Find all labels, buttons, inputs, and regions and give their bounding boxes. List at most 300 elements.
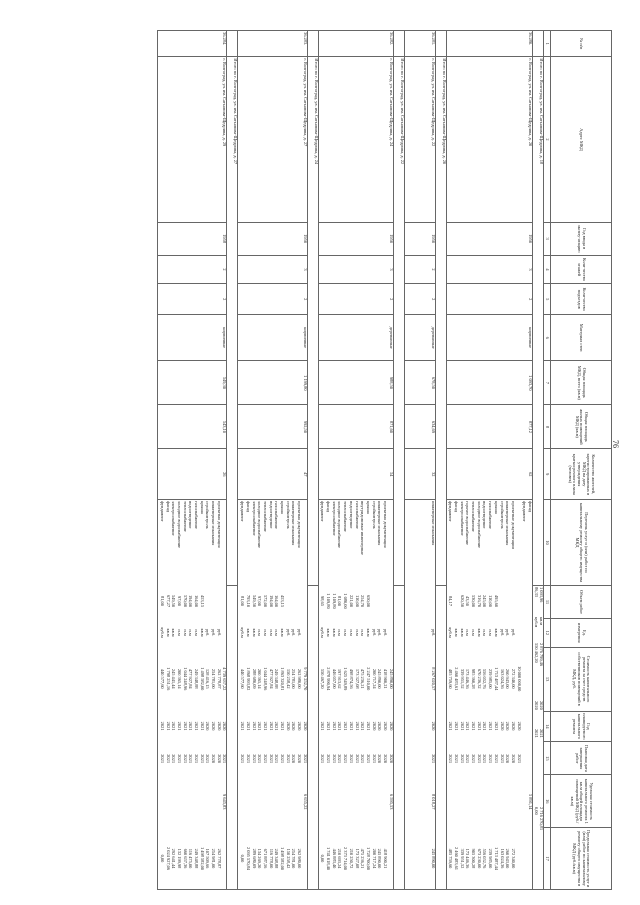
work-cell: теплоснабжение bbox=[262, 501, 268, 532]
work-row bbox=[370, 500, 376, 889]
building-living: 543,10 bbox=[158, 405, 227, 449]
work-cell bbox=[278, 775, 284, 828]
work-row bbox=[158, 500, 164, 889]
work-row bbox=[215, 500, 221, 889]
work-cell bbox=[526, 584, 532, 618]
work-cell: инженерные изыскания bbox=[291, 501, 297, 546]
total-value: 2020 bbox=[539, 700, 544, 710]
work-cell: 453,15 bbox=[199, 594, 205, 608]
column-number: 4 bbox=[544, 255, 551, 284]
work-cell: кв.м bbox=[280, 628, 285, 637]
work-cell: руб. bbox=[430, 628, 436, 637]
work-cell: 8 267 020,57 bbox=[430, 667, 436, 691]
work-cell: 2021 bbox=[320, 721, 326, 731]
work-cell bbox=[164, 775, 170, 828]
building-row bbox=[446, 31, 532, 890]
work-cell bbox=[319, 775, 325, 828]
work-cell: 128 416,15 bbox=[205, 668, 211, 689]
work-cell bbox=[209, 584, 215, 618]
column-number: 3 bbox=[544, 222, 551, 255]
work-row bbox=[187, 500, 193, 889]
column-number: 10 bbox=[544, 500, 551, 586]
building-year: 1950 bbox=[238, 222, 307, 255]
work-cell bbox=[295, 584, 301, 618]
total-value: кв.м bbox=[539, 616, 544, 626]
work-cell: 2021 bbox=[348, 721, 354, 731]
work-cell: 2021 bbox=[499, 754, 505, 764]
work-cell: 2 460 483,61 bbox=[454, 667, 460, 691]
works-cell bbox=[446, 500, 532, 890]
work-cell: 260 943,00 bbox=[505, 668, 511, 689]
work-cell: 262 778,87 bbox=[216, 848, 222, 869]
work-cell: 197 913,62 bbox=[337, 668, 343, 689]
work-cell bbox=[192, 775, 198, 828]
work-cell: 985 360,28 bbox=[471, 668, 477, 689]
work-cell: 2 460 483,61 bbox=[454, 846, 460, 871]
work-cell bbox=[261, 775, 267, 828]
work-cell: 793,10 bbox=[245, 594, 251, 608]
work-cell: 2021 bbox=[331, 721, 337, 731]
work-row bbox=[290, 500, 296, 889]
work-cell: 81,00 bbox=[337, 596, 343, 606]
work-cell: 2021 bbox=[274, 721, 280, 731]
building-living: 877,12 bbox=[446, 405, 532, 449]
work-cell: 477 927,84 bbox=[268, 668, 274, 689]
total-empty bbox=[435, 31, 446, 57]
work-row bbox=[504, 500, 510, 889]
works-table bbox=[429, 500, 435, 889]
work-row bbox=[526, 500, 532, 889]
work-cell: фасад bbox=[245, 501, 251, 513]
work-cell: фасад bbox=[528, 501, 533, 513]
work-cell: 1 863 320,81 bbox=[280, 667, 285, 691]
work-cell: 116 778,00 bbox=[268, 848, 274, 869]
column-header: Общая площадь жилых помещений МКД (кв.м) bbox=[551, 405, 612, 449]
work-cell bbox=[376, 584, 382, 618]
work-cell: 2021 bbox=[365, 754, 371, 764]
row-number: 36.281. bbox=[404, 31, 435, 57]
work-cell: теплоснабжение bbox=[182, 501, 188, 532]
work-cell: 2020 bbox=[505, 721, 511, 731]
total-value: 0,00 bbox=[534, 806, 540, 815]
work-cell: 1 713 487,44 bbox=[493, 846, 499, 871]
work-cell: 485 759,60 bbox=[448, 848, 454, 869]
work-cell: 2021 bbox=[360, 721, 366, 731]
work-cell bbox=[295, 775, 301, 828]
building-area: 988,50 bbox=[318, 361, 393, 405]
work-cell: кв.м bbox=[165, 628, 171, 637]
work-cell: газоснабжение bbox=[488, 501, 494, 529]
work-cell: 272 340,00 bbox=[510, 848, 516, 869]
work-row bbox=[336, 500, 342, 889]
work-cell: крыша bbox=[199, 501, 205, 514]
work-row bbox=[301, 500, 307, 889]
work-cell: 245 890,00 bbox=[430, 848, 436, 869]
work-cell: 210 250,72 bbox=[348, 848, 354, 869]
work-cell bbox=[447, 775, 453, 828]
work-cell: 446 883,40 bbox=[331, 848, 337, 869]
work-cell: 2021 bbox=[488, 754, 494, 764]
work-cell: руб. bbox=[211, 628, 217, 637]
work-cell bbox=[301, 584, 307, 618]
work-cell: 249 348,88 bbox=[194, 668, 200, 689]
work-cell: 316,70 bbox=[476, 594, 482, 608]
work-cell: п.м bbox=[274, 629, 280, 636]
column-header: Удельная стоимость капитального ремонта 1 кв.м общей площади помещений МКД (руб./кв.м) bbox=[551, 775, 612, 828]
work-cell: газоснабжение bbox=[274, 501, 280, 529]
work-cell: 254 781,00 bbox=[211, 668, 217, 689]
work-cell: 671 887,56 bbox=[262, 848, 268, 869]
total-value: 2 716 270,81 bbox=[539, 806, 544, 831]
work-cell: проектная документация bbox=[216, 501, 222, 548]
building-area: 549,30 bbox=[158, 361, 227, 405]
work-cell: 262 778,87 bbox=[216, 668, 222, 689]
work-cell: 173 327,08 bbox=[354, 668, 360, 689]
work-cell: 673 230,00 bbox=[476, 848, 482, 869]
work-cell: 2021 bbox=[337, 754, 343, 764]
total-empty bbox=[227, 31, 238, 57]
work-cell: 2021 bbox=[488, 721, 494, 731]
row-number: 36.283. bbox=[238, 31, 307, 57]
row-number: 36.280. bbox=[446, 31, 532, 57]
work-row bbox=[164, 500, 170, 889]
work-row bbox=[364, 500, 370, 889]
work-cell: 164,00 bbox=[274, 594, 280, 608]
work-cell: 249 348,88 bbox=[274, 668, 280, 689]
work-cell bbox=[267, 775, 273, 828]
work-cell: 150 258,42 bbox=[285, 668, 291, 689]
work-cell: 2021 bbox=[177, 721, 182, 731]
total-label: Итого по г. Волгоград, ул. им. Сатьянова-Щедрина, д. 24 bbox=[307, 57, 318, 586]
work-cell: 2021 bbox=[274, 754, 280, 764]
work-cell bbox=[336, 775, 342, 828]
work-cell: 194,00 bbox=[188, 594, 194, 608]
column-number: 11 bbox=[544, 585, 551, 618]
work-cell: кв.м bbox=[476, 628, 482, 637]
works-cell bbox=[318, 500, 393, 890]
work-cell: 1 868 993,82 bbox=[245, 667, 251, 691]
work-cell: 239 985,00 bbox=[488, 848, 494, 869]
work-cell: 1 498 582,00 bbox=[199, 846, 205, 871]
work-cell: инженерные изыскания bbox=[430, 501, 436, 546]
column-number: 1 bbox=[544, 31, 551, 57]
work-cell: электроснабжение bbox=[171, 501, 177, 536]
building-floors: 3 bbox=[446, 255, 532, 284]
column-header: Предельная стоимость услуг и (или) работ по капитальному ремонту общего имущества в МКД (руб./кв.м) bbox=[551, 828, 612, 890]
work-cell: проектная документация bbox=[297, 501, 303, 548]
work-cell: 2020 bbox=[510, 754, 516, 764]
work-cell: горячее водоснабжение bbox=[465, 501, 471, 545]
total-empty bbox=[393, 31, 404, 57]
work-cell: 2020 bbox=[377, 721, 383, 731]
work-cell: п.м bbox=[257, 629, 263, 636]
building-entrances: 2 bbox=[446, 284, 532, 315]
building-year: 1950 bbox=[404, 222, 435, 255]
work-cell: 2021 bbox=[348, 754, 354, 764]
work-cell: 2020 bbox=[211, 754, 217, 764]
building-address: г. Волгоград, ул. им. Сатьянова-Щедрина, д. 22 bbox=[404, 57, 435, 222]
works-cell bbox=[238, 500, 307, 890]
work-row bbox=[521, 500, 527, 889]
work-cell: руб. bbox=[216, 628, 222, 637]
work-cell bbox=[324, 775, 330, 828]
work-cell: фундамент bbox=[159, 501, 165, 522]
work-cell bbox=[469, 775, 475, 828]
work-cell: 2 373 714,00 bbox=[343, 846, 349, 871]
work-cell: 1 080,00 bbox=[343, 593, 349, 609]
work-cell: 2021 bbox=[493, 721, 499, 731]
work-cell: 2021 bbox=[493, 754, 499, 764]
total-empty bbox=[307, 31, 318, 57]
work-cell: 2021 bbox=[182, 754, 188, 764]
building-address: г. Волгоград, ул. им. Сатьянова-Щедрина, д. 24 bbox=[318, 57, 393, 222]
work-row bbox=[347, 500, 353, 889]
work-cell: 650,00 bbox=[365, 594, 371, 608]
work-cell bbox=[515, 775, 521, 828]
work-cell: п.м bbox=[343, 629, 349, 636]
work-cell: стройконтроль bbox=[285, 501, 291, 529]
building-residents: 62 bbox=[446, 449, 532, 500]
work-cell: 2021 bbox=[285, 754, 291, 764]
work-cell: кв.м bbox=[493, 628, 499, 637]
work-cell: инженерные изыскания bbox=[505, 501, 511, 546]
work-cell bbox=[475, 775, 481, 828]
work-cell: фундамент bbox=[522, 501, 528, 522]
work-cell: 2021 bbox=[302, 754, 308, 764]
work-cell: 245 441,44 bbox=[171, 668, 177, 689]
work-row bbox=[376, 500, 382, 889]
work-cell bbox=[509, 775, 515, 828]
column-number-row bbox=[544, 31, 551, 890]
work-cell: 2021 bbox=[240, 754, 246, 764]
work-cell: 549,50 bbox=[171, 594, 177, 608]
work-cell: 4 739 637,22 bbox=[222, 667, 228, 691]
work-cell: руб. bbox=[505, 628, 511, 637]
work-cell: газоснабжение bbox=[354, 501, 360, 529]
work-cell: 200 365,14 bbox=[257, 668, 263, 689]
work-cell: 2021 bbox=[365, 721, 371, 731]
work-cell bbox=[504, 775, 510, 828]
work-row bbox=[515, 500, 521, 889]
column-header: Год ввода в эксплу-атацию bbox=[551, 222, 612, 255]
work-cell: куб.м bbox=[448, 627, 454, 638]
building-row bbox=[158, 31, 227, 890]
work-row bbox=[387, 500, 393, 889]
column-number: 16 bbox=[544, 775, 551, 828]
column-header: Объем работ bbox=[551, 585, 612, 618]
work-cell: 110,00 bbox=[488, 595, 494, 607]
works-cell bbox=[158, 500, 227, 890]
work-cell bbox=[526, 618, 532, 647]
header-row bbox=[551, 31, 612, 890]
total-values bbox=[227, 585, 238, 889]
work-row bbox=[284, 500, 290, 889]
work-cell: 2021 bbox=[343, 721, 349, 731]
building-residents: 47 bbox=[238, 449, 307, 500]
work-cell: 2020 bbox=[216, 721, 222, 731]
work-cell bbox=[521, 584, 527, 618]
work-cell: 677,27 bbox=[165, 594, 171, 608]
work-cell: 2021 bbox=[430, 754, 436, 764]
work-row bbox=[498, 500, 504, 889]
work-cell bbox=[481, 775, 487, 828]
total-value: 2021 bbox=[539, 728, 544, 738]
work-cell: 221,00 bbox=[348, 594, 354, 608]
work-row bbox=[244, 500, 250, 889]
work-cell: 475 236,21 bbox=[360, 848, 366, 869]
total-values bbox=[393, 585, 404, 889]
work-cell: 2020 bbox=[383, 754, 388, 764]
work-cell: 2020 bbox=[222, 721, 228, 731]
work-cell: стройконтроль bbox=[205, 501, 211, 529]
total-row bbox=[393, 31, 404, 890]
work-cell: 254,70 bbox=[360, 594, 366, 608]
work-row bbox=[261, 500, 267, 889]
work-cell: кв.м bbox=[454, 628, 460, 637]
column-header: Количество жителей, зарегистрированных в МКД на дату утверждения краткосрочного плана (человек) bbox=[551, 449, 612, 500]
building-year: 1950 bbox=[318, 222, 393, 255]
work-cell: 194,00 bbox=[268, 594, 274, 608]
work-cell: 620,50 bbox=[459, 594, 465, 608]
work-cell: 1 625 349,89 bbox=[343, 667, 349, 691]
work-cell: 2021 bbox=[448, 721, 454, 731]
work-row bbox=[429, 500, 435, 889]
work-cell bbox=[273, 775, 279, 828]
building-material: кирпичные bbox=[446, 315, 532, 361]
total-value: 1 093,96 bbox=[539, 586, 544, 603]
work-cell: 498 874,56 bbox=[348, 668, 354, 689]
work-cell: электроснабжение bbox=[331, 501, 337, 536]
column-number: 9 bbox=[544, 449, 551, 500]
work-cell bbox=[387, 584, 393, 618]
work-row bbox=[256, 500, 262, 889]
work-cell: водоотведение bbox=[268, 501, 274, 529]
work-cell: п.м bbox=[337, 629, 343, 636]
total-value: 2020 bbox=[534, 700, 540, 710]
column-header: Общая площадь МКД, всего (кв.м) bbox=[551, 361, 612, 405]
work-cell: 150 258,42 bbox=[285, 848, 291, 869]
column-number: 8 bbox=[544, 405, 551, 449]
work-cell: 339 951,52 bbox=[459, 668, 465, 689]
work-cell: 210 693,24 bbox=[337, 848, 343, 869]
work-cell bbox=[381, 584, 387, 618]
work-cell: 2021 bbox=[320, 754, 326, 764]
work-cell: 2021 bbox=[188, 721, 194, 731]
work-cell: водоотведение bbox=[482, 501, 488, 529]
work-row bbox=[267, 500, 273, 889]
work-cell: 288 680,09 bbox=[251, 668, 257, 689]
work-cell: 660 657,36 bbox=[182, 848, 188, 869]
work-cell: 2021 bbox=[251, 721, 257, 731]
work-row bbox=[342, 500, 348, 889]
work-cell: 418 900,21 bbox=[383, 848, 388, 869]
work-row bbox=[469, 500, 475, 889]
work-cell: 173 446,36 bbox=[465, 668, 471, 689]
work-cell: 2021 bbox=[459, 721, 465, 731]
work-cell: 549,50 bbox=[251, 594, 257, 608]
work-cell: 97,00 bbox=[177, 596, 182, 606]
total-label: Итого по г. Волгоград, ул. им. Сатьянова-Щедрина, д. 20 bbox=[435, 57, 446, 586]
work-row bbox=[381, 500, 387, 889]
work-cell: 2021 bbox=[454, 754, 460, 764]
works-table bbox=[239, 500, 307, 889]
work-cell: п.м bbox=[354, 629, 360, 636]
work-cell: п.м bbox=[182, 629, 188, 636]
column-number: 6 bbox=[544, 315, 551, 361]
work-cell: холодное водоснабжение bbox=[257, 501, 263, 548]
work-cell: 418 900,21 bbox=[383, 668, 388, 689]
work-cell: 2020 bbox=[291, 721, 297, 731]
work-cell: куб.м bbox=[159, 627, 165, 638]
work-row bbox=[209, 500, 215, 889]
work-cell: водоотведение bbox=[348, 501, 354, 529]
specific-cost: 6 655,22 bbox=[302, 794, 308, 810]
work-cell: 2020 bbox=[388, 721, 394, 731]
column-number: 17 bbox=[544, 828, 551, 890]
work-cell bbox=[290, 584, 296, 618]
total-values bbox=[435, 585, 446, 889]
work-cell: 249 348,88 bbox=[274, 848, 280, 869]
building-floors: 3 bbox=[318, 255, 393, 284]
work-cell bbox=[244, 775, 250, 828]
building-year: 1958 bbox=[158, 222, 227, 255]
work-cell: п.м bbox=[177, 629, 182, 636]
work-cell bbox=[429, 584, 435, 618]
work-cell: 1 713 487,44 bbox=[493, 667, 499, 691]
column-header: Год планируемого капитального ремонта bbox=[551, 711, 612, 742]
work-cell: 81,00 bbox=[240, 596, 246, 606]
work-cell bbox=[504, 584, 510, 618]
repair-plan-table bbox=[157, 30, 612, 890]
work-cell: 2021 bbox=[331, 754, 337, 764]
work-cell: 1 728 700,00 bbox=[365, 846, 371, 871]
work-cell: холодное водоснабжение bbox=[177, 501, 182, 548]
work-cell: 556 052,76 bbox=[482, 848, 488, 869]
work-cell: 245 890,00 bbox=[388, 668, 394, 689]
work-cell bbox=[487, 775, 493, 828]
work-cell: 163 024,36 bbox=[499, 668, 505, 689]
work-cell: 475 236,21 bbox=[360, 668, 366, 689]
building-address: г. Волгоград, ул. им. Сатьянова-Щедрина, д. 20 bbox=[446, 57, 532, 222]
total-empty bbox=[533, 31, 544, 57]
work-cell: 2020 bbox=[499, 721, 505, 731]
work-row bbox=[464, 500, 470, 889]
work-cell: 43,50 bbox=[465, 596, 471, 606]
work-cell bbox=[359, 775, 365, 828]
work-cell: 134 269,20 bbox=[257, 848, 263, 869]
work-row bbox=[458, 500, 464, 889]
work-cell bbox=[215, 775, 221, 828]
work-cell: 9 779 252,70 bbox=[302, 667, 308, 691]
work-cell: 477 927,84 bbox=[188, 668, 194, 689]
work-cell: 84,17 bbox=[448, 596, 454, 606]
work-cell bbox=[256, 775, 262, 828]
total-value: 86,33 bbox=[534, 586, 540, 597]
work-cell: 272 340,00 bbox=[510, 668, 516, 689]
building-address: г. Волгоград, ул. им. Сатьянова-Щедрина, д. 27 bbox=[238, 57, 307, 222]
work-cell: 2020 bbox=[388, 754, 394, 764]
work-cell: куб.м bbox=[240, 627, 246, 638]
building-entrances: 2 bbox=[158, 284, 227, 315]
work-row bbox=[181, 500, 187, 889]
work-row bbox=[175, 500, 181, 889]
work-cell: 1 498 582,00 bbox=[199, 667, 205, 691]
work-cell: 1 498 582,00 bbox=[280, 846, 285, 871]
work-cell: 254 781,00 bbox=[291, 848, 297, 869]
work-cell: 1 741 018,40 bbox=[326, 846, 332, 871]
work-cell: электроснабжение bbox=[459, 501, 465, 536]
page-number: 76 bbox=[611, 440, 620, 448]
